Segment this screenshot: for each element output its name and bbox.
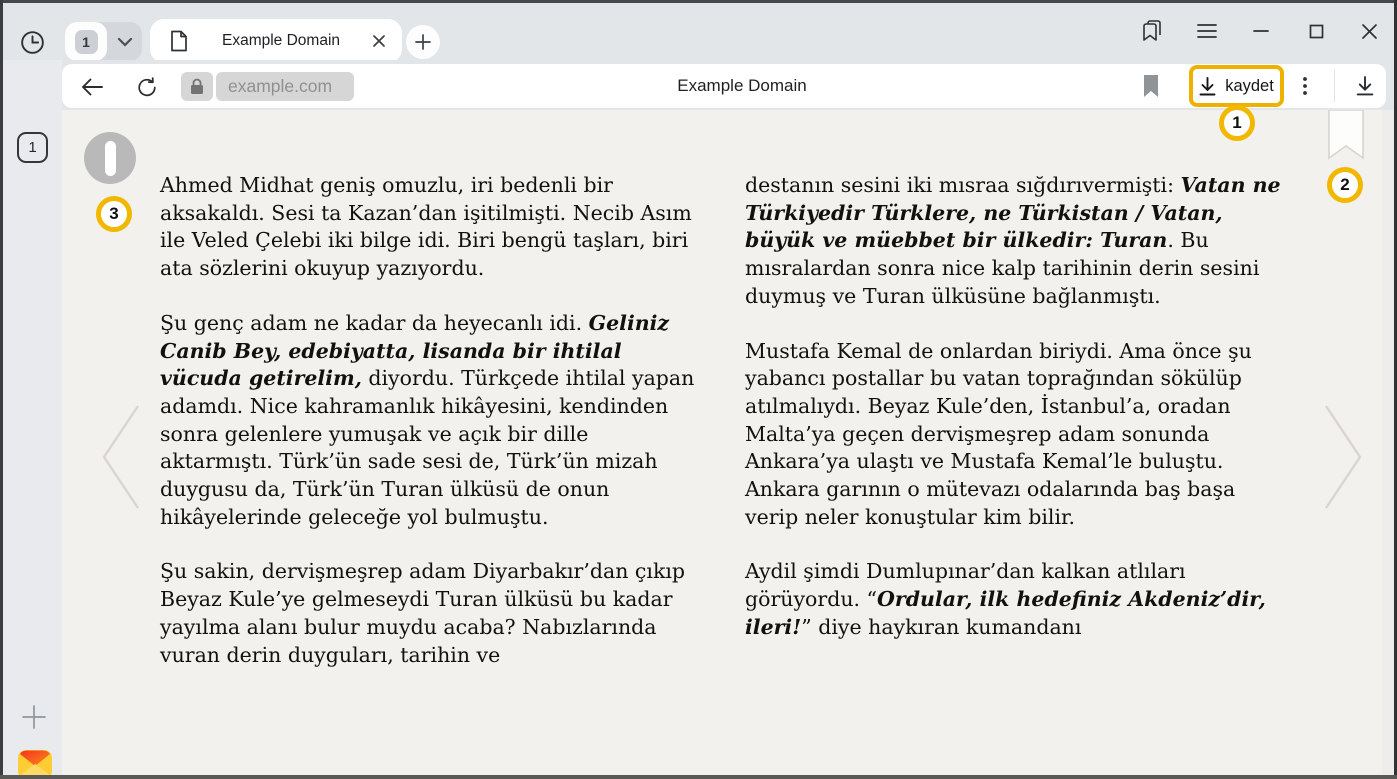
envelope-icon [15, 744, 55, 779]
download-icon [1356, 76, 1374, 96]
security-badge[interactable] [181, 72, 213, 101]
menu-button[interactable] [1189, 13, 1225, 49]
download-arrow-icon [1199, 77, 1216, 96]
minimize-icon [1253, 29, 1269, 33]
paragraph: Ahmed Midhat geniş omuzlu, iri bedenli bir aksakaldı. Sesi ta Kazan’dan işitilmişti. Necib Asım ile Veled Çelebi iki bilge idi. Biri bengü taşları, biri ata sözlerini okuyup yazıyordu. [160, 173, 692, 281]
window-edge-left [0, 0, 3, 779]
maximize-button[interactable] [1298, 13, 1334, 49]
clock-icon [19, 29, 46, 56]
sidebar-tab-counter[interactable]: 1 [17, 132, 48, 163]
sidebar [3, 60, 62, 775]
tab-example-domain[interactable] [150, 19, 402, 63]
paragraph: Aydil şimdi Dumlupınar’dan kalkan atlıları görüyordu. “Ordular, ilk hedefiniz Akdeniz’dir, ileri!” diye haykıran kumandanı [745, 559, 1266, 639]
annotation-3: 3 [96, 196, 132, 232]
maximize-icon [1309, 24, 1324, 39]
mail-button[interactable] [15, 744, 55, 779]
bookmark-ribbon[interactable] [1328, 110, 1364, 160]
reader-column-left [160, 172, 702, 696]
address-bar [62, 64, 1386, 108]
paragraph: Mustafa Kemal de onlardan biriydi. Ama önce şu yabancı postallar bu vatan toprağından sökülüp atılmalıydı. Beyaz Kule’den, İstanbul’a, oradan Malta’ya geçen dervişmeşrep adam sonunda Ankara’ya ulaştı ve Mustafa Kemal’le buluştu. Ankara garının o mütevazı odalarında baş başa verip neler konuştular kim bilir. [745, 338, 1252, 529]
page-title: Example Domain [677, 76, 807, 95]
reader-content [62, 110, 1394, 775]
chevron-down-icon [117, 37, 133, 47]
paragraph: Şu sakin, dervişmeşrep adam Diyarbakır’dan çıkıp Beyaz Kule’ye gelmeseydi Turan ülküsü bu kadar yayılma alanı bulur muydu acaba? Nabızlarında vuran derin duyguları, tarihin ve [160, 559, 686, 667]
tab-title: Example Domain [221, 32, 341, 49]
annotation-2: 2 [1327, 167, 1363, 203]
new-tab-button[interactable] [406, 25, 440, 59]
side-panel-button[interactable] [1134, 13, 1170, 49]
paragraph: Şu genç adam ne kadar da heyecanlı idi. Geliniz Canib Bey, edebiyatta, lisanda bir ihtilal vücuda getirelim, diyordu. Türkçede ihtilal yapan adamdı. Nice kahramanlık hikâyesini, kendinden sonra gelenlere yumuşak ve açık bir dille aktarmıştı. Türk’ün sade sesi de, Türk’ün mizah duygusu da, Türk’ün Turan ülküsü de onun hikâyelerinde geleceğe yol bulmuştu. [160, 310, 695, 529]
bookmark-button[interactable] [1136, 71, 1166, 101]
plus-icon [415, 34, 431, 50]
tab-group-count [65, 22, 107, 61]
vertical-ellipsis-icon [1303, 77, 1307, 95]
url-chip[interactable]: example.com [216, 72, 354, 101]
lock-icon [190, 78, 204, 95]
tab-strip [3, 3, 1394, 60]
chevron-left-icon [98, 402, 144, 512]
more-options-button[interactable] [1290, 71, 1320, 101]
reader-column-right [745, 172, 1287, 669]
reload-icon [136, 76, 158, 99]
bookmark-flag-icon [1142, 75, 1160, 97]
paragraph: destanın sesini iki mısraa sığdırıvermişti: Vatan ne Türkiyedir Türklere, ne Türkistan / Vatan, büyük ve müebbet bir ülkedir: Turan. Bu mısralardan sonra nice kalp tarihinin derin sesini duymuş ve Turan ülküsüne bağlanmıştı. [745, 173, 1281, 308]
history-button[interactable] [18, 28, 46, 56]
next-page-button[interactable] [1320, 402, 1366, 512]
minimize-button[interactable] [1243, 13, 1279, 49]
plus-icon [21, 704, 47, 730]
chevron-right-icon [1320, 402, 1366, 512]
annotation-1: 1 [1219, 105, 1255, 141]
save-button[interactable] [1193, 68, 1280, 104]
toolbar-divider [1334, 70, 1335, 102]
hamburger-icon [1197, 23, 1217, 39]
tab-group-expand[interactable] [107, 22, 142, 61]
tab-group-pill[interactable] [65, 22, 142, 61]
downloads-button[interactable] [1350, 71, 1380, 101]
previous-page-button[interactable] [98, 402, 144, 512]
close-icon [1361, 23, 1378, 40]
save-button-label: kaydet [1225, 76, 1274, 95]
page-icon [170, 30, 188, 52]
listen-button[interactable] [84, 132, 136, 184]
stacked-bookmarks-icon [1139, 18, 1165, 44]
sidebar-add-button[interactable] [19, 702, 49, 732]
window-edge-bottom [0, 775, 1397, 779]
back-button[interactable] [77, 72, 107, 102]
back-arrow-icon [81, 78, 104, 96]
close-window-button[interactable] [1351, 13, 1387, 49]
reload-button[interactable] [132, 72, 162, 102]
close-tab-icon[interactable] [372, 34, 386, 48]
vertical-bar-icon [105, 141, 116, 176]
tab-count-badge: 1 [75, 30, 98, 54]
window-edge-top [0, 0, 1397, 3]
scrollbar-gutter[interactable] [1382, 110, 1394, 775]
